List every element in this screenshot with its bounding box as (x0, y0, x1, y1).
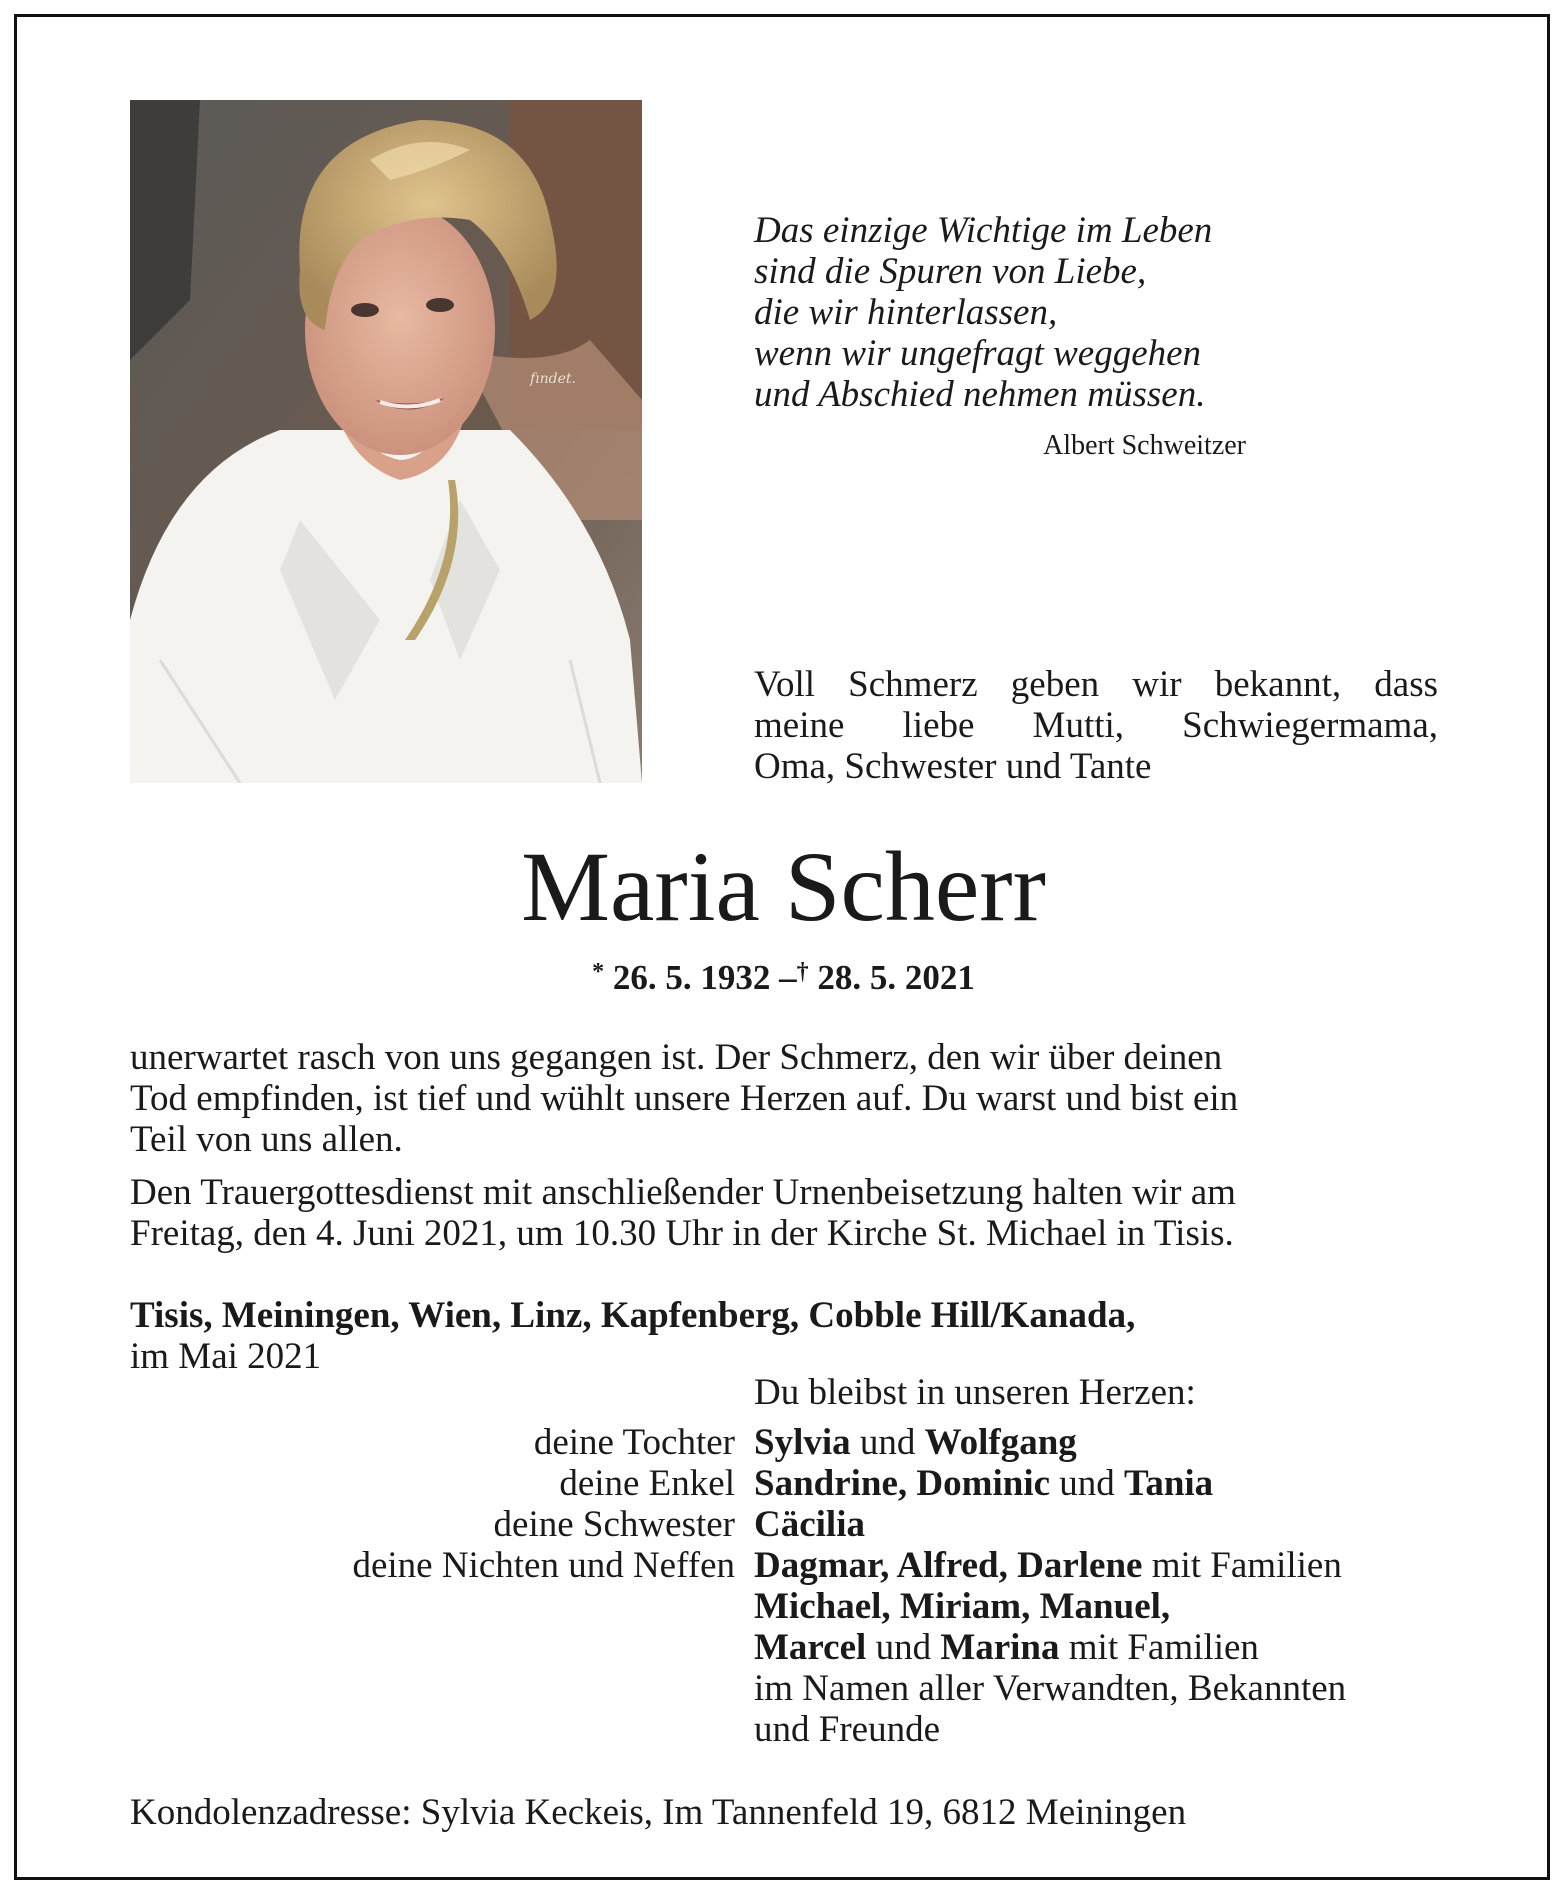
portrait-image (130, 100, 642, 783)
family-member-text: und (866, 1627, 941, 1668)
quote-line: sind die Spuren von Liebe, (754, 251, 1147, 292)
family-member-name: Sylvia (754, 1422, 851, 1463)
family-member-text: und (850, 1422, 925, 1463)
family-relation: deine Nichten und Neffen (352, 1545, 735, 1586)
family-row (0, 1709, 1567, 1750)
death-date: 28. 5. 2021 (817, 958, 975, 997)
quote-author: Albert Schweitzer (1043, 430, 1246, 461)
body-paragraph-2 (130, 1172, 1440, 1254)
intro-line: Oma, Schwester und Tante (754, 746, 1152, 787)
body-text (130, 1037, 1440, 1254)
family-member-name: Michael, Miriam, Manuel, (754, 1586, 1171, 1627)
family-row (0, 1627, 1567, 1668)
family-members (754, 1668, 1346, 1709)
quote-line: Das einzige Wichtige im Leben (754, 210, 1213, 251)
places-list: Tisis, Meiningen, Wien, Linz, Kapfenberg, Cobble Hill/Kanada, (130, 1295, 1136, 1336)
quote (754, 210, 1254, 415)
family-member-text: im Namen aller Verwandten, Bekannten (754, 1668, 1347, 1709)
family-member-text: mit Familien (1142, 1545, 1342, 1586)
family-member-name: Marcel (754, 1627, 867, 1668)
family-members (754, 1586, 1170, 1627)
family-members (754, 1463, 1213, 1504)
family-member-text: mit Familien (1059, 1627, 1259, 1668)
quote-line: und Abschied nehmen müssen. (754, 374, 1206, 415)
family-members (754, 1504, 865, 1545)
body-line: Teil von uns allen. (130, 1119, 403, 1160)
body-line: unerwartet rasch von uns gegangen ist. Der Schmerz, den wir über deinen (130, 1037, 1223, 1078)
family-members (754, 1627, 1259, 1668)
quote-line: wenn wir ungefragt weggehen (754, 333, 1202, 374)
family-member-name: Sandrine, Dominic (754, 1463, 1051, 1504)
date-separator: – (779, 958, 797, 997)
family-relation: deine Enkel (559, 1463, 735, 1504)
death-symbol: † (796, 959, 809, 985)
family-members (754, 1709, 940, 1750)
family-member-name: Tania (1124, 1463, 1214, 1504)
portrait-photo (130, 100, 642, 783)
family-member-name: Wolfgang (924, 1422, 1077, 1463)
body-line: Den Trauergottesdienst mit anschließender Urnenbeisetzung halten wir am (130, 1172, 1236, 1213)
body-paragraph-1 (130, 1037, 1440, 1160)
family-row (0, 1586, 1567, 1627)
condolence-address: Kondolenzadresse: Sylvia Keckeis, Im Tannenfeld 19, 6812 Meiningen (130, 1792, 1187, 1833)
intro-line: Voll Schmerz geben wir bekannt, dass (754, 664, 1438, 705)
intro-text (754, 664, 1438, 787)
family-member-text: und (1050, 1463, 1125, 1504)
deceased-name: Maria Scherr (521, 831, 1046, 942)
places-date: im Mai 2021 (130, 1336, 322, 1377)
photo-sign-text: fındet. (530, 371, 576, 387)
birth-date: 26. 5. 1932 (612, 958, 771, 997)
family-row (0, 1422, 1567, 1463)
family-member-name: Cäcilia (754, 1504, 865, 1545)
remain-line: Du bleibst in unseren Herzen: (754, 1372, 1196, 1413)
birth-symbol: * (592, 959, 605, 985)
family-relation: deine Tochter (533, 1422, 735, 1463)
family-row (0, 1463, 1567, 1504)
family-row (0, 1504, 1567, 1545)
places-and-date (130, 1295, 1450, 1377)
intro-line: meine liebe Mutti, Schwiegermama, (754, 705, 1438, 746)
family-members (754, 1422, 1077, 1463)
quote-line: die wir hinterlassen, (754, 292, 1058, 333)
family-member-name: Marina (940, 1627, 1060, 1668)
life-dates (0, 958, 1567, 998)
family-members (754, 1545, 1342, 1586)
family-row (0, 1668, 1567, 1709)
family-relation: deine Schwester (493, 1504, 735, 1545)
body-line: Freitag, den 4. Juni 2021, um 10.30 Uhr in der Kirche St. Michael in Tisis. (130, 1213, 1234, 1254)
family-member-name: Dagmar, Alfred, Darlene (754, 1545, 1143, 1586)
body-line: Tod empfinden, ist tief und wühlt unsere Herzen auf. Du warst und bist ein (130, 1078, 1239, 1119)
family-row (0, 1545, 1567, 1586)
family-list (0, 1422, 1567, 1750)
family-member-text: und Freunde (754, 1709, 940, 1750)
